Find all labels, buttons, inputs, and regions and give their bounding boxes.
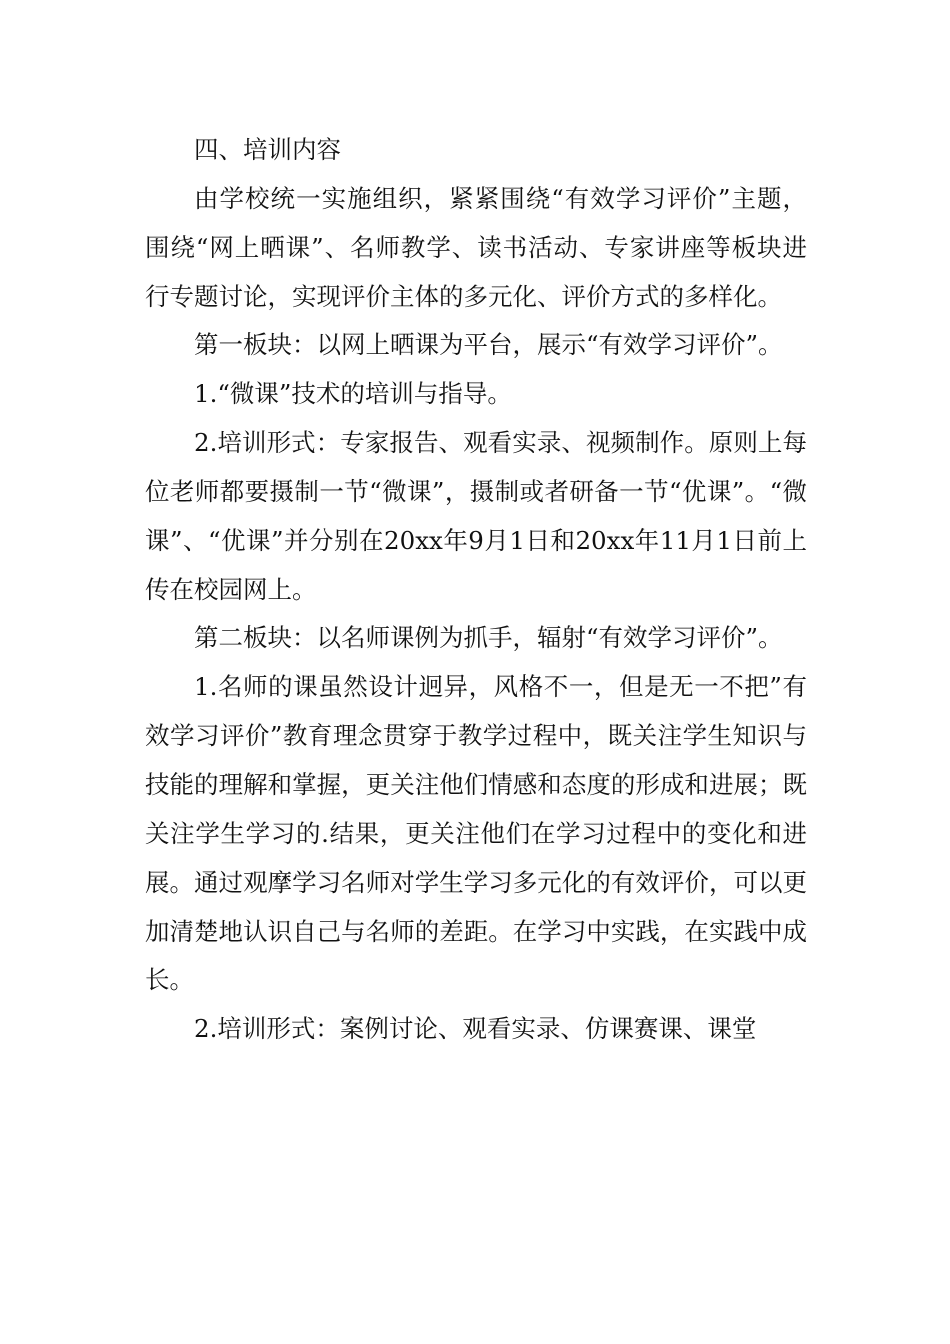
paragraph: 2.培训形式：专家报告、观看实录、视频制作。原则上每位老师都要摄制一节“微课”，摄制或者研备一节“优课”。“微课”、“优课”并分别在20xx年9月1日和20xx年11月1日前上传在校园网上。 — [145, 428, 807, 604]
paragraph: 第一板块：以网上晒课为平台，展示“有效学习评价”。 — [194, 330, 783, 360]
paragraph: 由学校统一实施组织，紧紧围绕“有效学习评价”主题，围绕“网上晒课”、名师教学、读书活动、专家讲座等板块进行专题讨论，实现评价主体的多元化、评价方式的多样化。 — [145, 183, 807, 311]
paragraph: 1.“微课”技术的培训与指导。 — [194, 379, 512, 409]
section-heading: 四、培训内容 — [194, 135, 341, 164]
paragraph: 第二板块：以名师课例为抓手，辐射“有效学习评价”。 — [194, 623, 783, 653]
document-body — [145, 126, 807, 1054]
paragraph: 2.培训形式：案例讨论、观看实录、仿课赛课、课堂 — [194, 1014, 757, 1044]
paragraph: 1.名师的课虽然设计迥异，风格不一，但是无一不把”有效学习评价”教育理念贯穿于教学过程中，既关注学生知识与技能的理解和掌握，更关注他们情感和态度的形成和进展；既关注学生学习的.结果，更关注他们在学习过程中的变化和进展。通过观摩学习名师对学生学习多元化的有效评价，可以更加清楚地认识自己与名师的差距。在学习中实践，在实践中成长。 — [145, 672, 807, 995]
